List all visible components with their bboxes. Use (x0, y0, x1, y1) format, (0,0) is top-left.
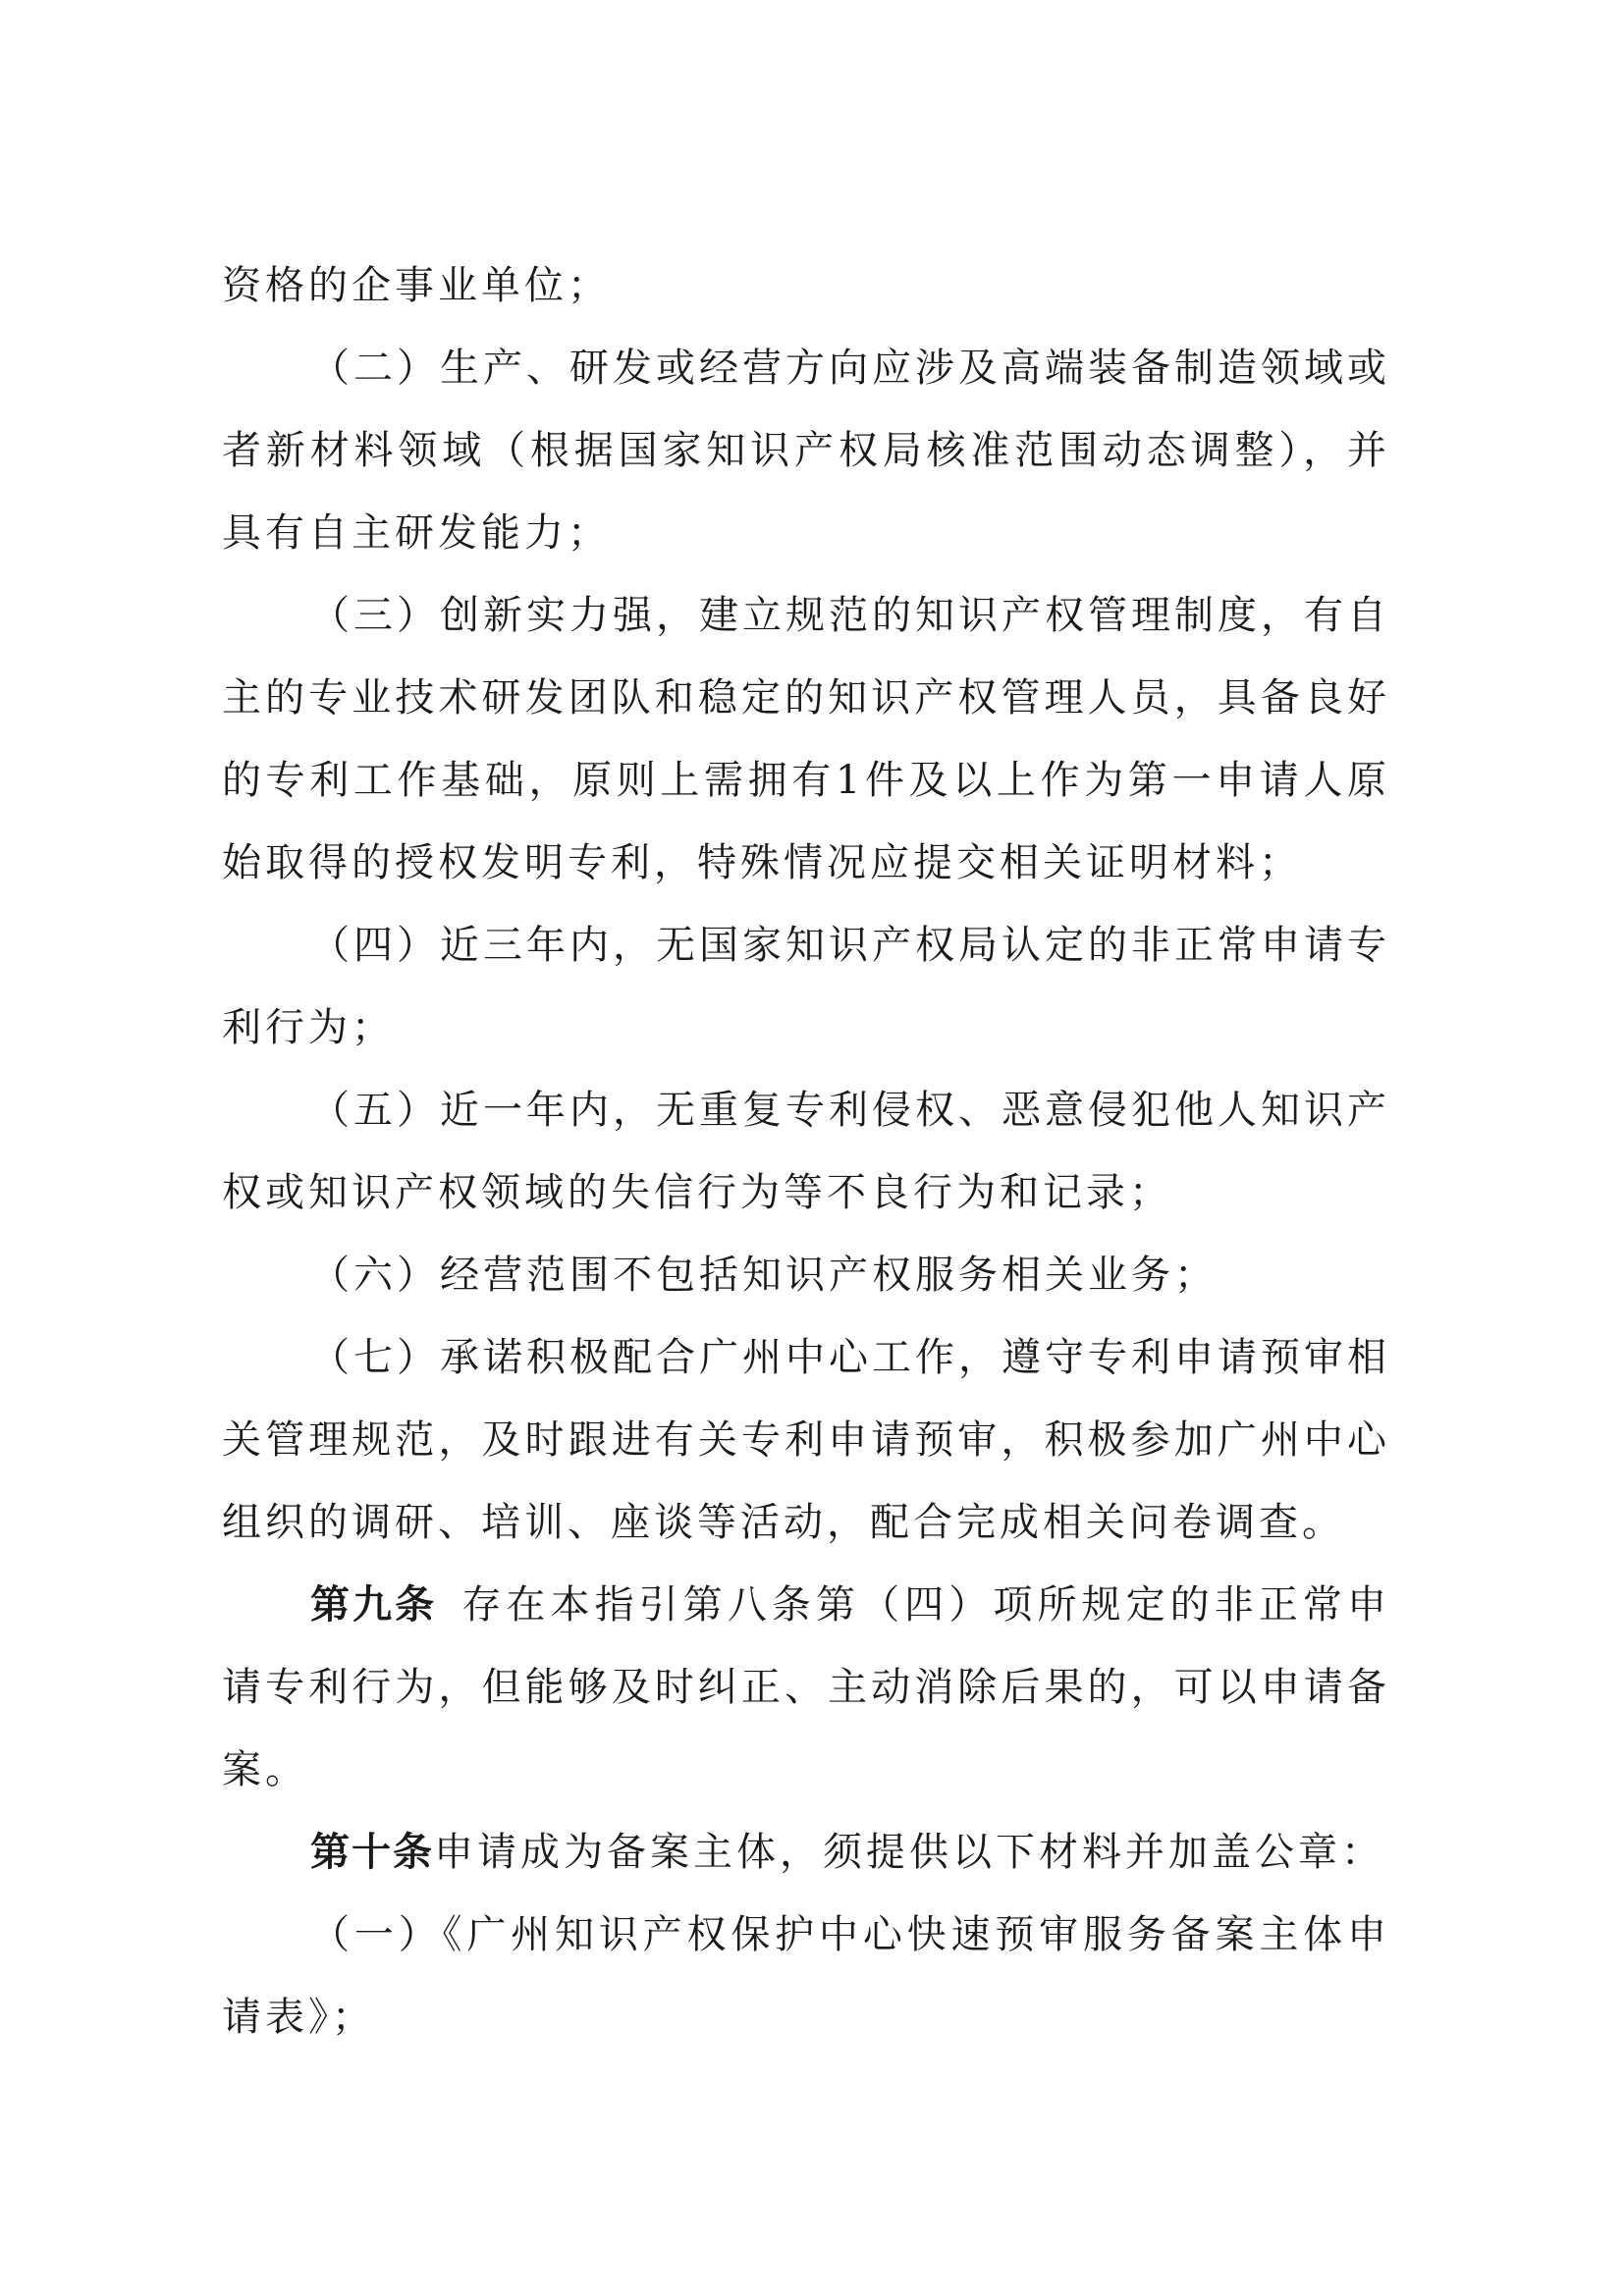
article-9-paragraph (222, 1564, 1390, 1811)
paragraph-item-7 (222, 1316, 1390, 1564)
paragraph-text: （三）创新实力强，建立规范的知识产权管理制度，有自主的专业技术研发团队和稳定的知识产权管理人员，具备良好的专利工作基础，原则上需拥有1件及以上作为第一申请人原始取得的授权发明专利，特殊情况应提交相关证明材料； (222, 593, 1390, 885)
paragraph-text: （二）生产、研发或经营方向应涉及高端装备制造领域或者新材料领域（根据国家知识产权局核准范围动态调整），并具有自主研发能力； (222, 346, 1390, 556)
paragraph-text: （一）《广州知识产权保护中心快速预审服务备案主体申请表》； (222, 1912, 1390, 2040)
paragraph-text: （六）经营范围不包括知识产权服务相关业务； (310, 1253, 1218, 1298)
paragraph-continuation (222, 244, 1390, 327)
paragraph-item-5 (222, 1069, 1390, 1234)
paragraph-item-3 (222, 574, 1390, 904)
paragraph-text: （四）近三年内，无国家知识产权局认定的非正常申请专利行为； (222, 923, 1390, 1050)
paragraph-text: 存在本指引第八条第（四）项所规定的非正常申请专利行为，但能够及时纠正、主动消除后果的，可以申请备案。 (222, 1582, 1390, 1792)
paragraph-text: 申请成为备案主体，须提供以下材料并加盖公章： (434, 1830, 1384, 1875)
paragraph-text: （五）近一年内，无重复专利侵权、恶意侵犯他人知识产权或知识产权领域的失信行为等不良行为和记录； (222, 1088, 1390, 1215)
paragraph-item-1-materials (222, 1894, 1390, 2058)
article-heading: 第十条 (310, 1830, 434, 1875)
article-10-paragraph (222, 1811, 1390, 1894)
article-heading: 第九条 (310, 1582, 438, 1628)
paragraph-item-2 (222, 327, 1390, 574)
paragraph-text: 资格的企事业单位； (222, 263, 611, 308)
paragraph-item-6 (222, 1234, 1390, 1316)
paragraph-text: （七）承诺积极配合广州中心工作，遵守专利申请预审相关管理规范，及时跟进有关专利申请预审，积极参加广州中心组织的调研、培训、座谈等活动，配合完成相关问卷调查。 (222, 1335, 1390, 1545)
paragraph-item-4 (222, 904, 1390, 1069)
